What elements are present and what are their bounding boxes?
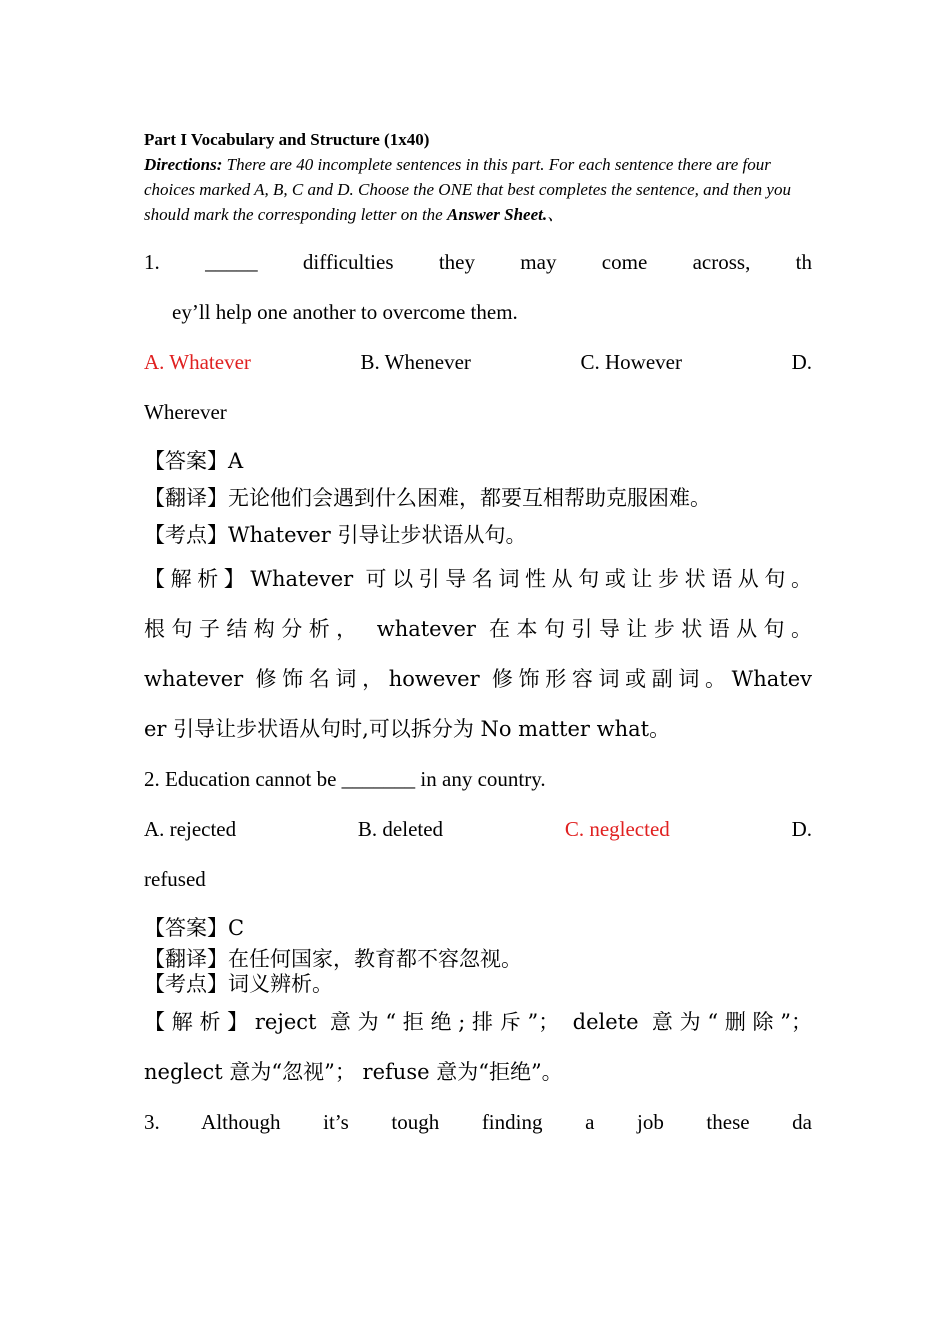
q1-stem-line1: 1. _____ difficulties they may come across, th	[144, 250, 812, 274]
q2-stem: 2. Education cannot be _______ in any country.	[144, 767, 546, 791]
q1-analysis-line3: whatever 修饰名词，however 修饰形容词或副词。Whatev	[144, 667, 812, 691]
q1-option-c: C. However	[580, 350, 682, 374]
q1-translation: 【翻译】无论他们会遇到什么困难，都要互相帮助克服困难。	[144, 486, 711, 510]
q2-answer: 【答案】C	[144, 916, 245, 940]
q2-analysis-line1: 【解析】reject 意为“拒绝;排斥”； delete 意为“删除”；	[144, 1010, 812, 1034]
q2-translation: 【翻译】在任何国家，教育都不容忽视。	[144, 947, 522, 971]
document-body	[144, 124, 812, 1147]
part-title: Part I Vocabulary and Structure (1x40)	[144, 130, 430, 149]
q2-analysis-line2: neglect 意为“忽视”； refuse 意为“拒绝”。	[144, 1060, 563, 1084]
q3-stem: 3. Although it’s tough finding a job these da	[144, 1110, 812, 1134]
q2-option-a: A. rejected	[144, 817, 237, 841]
q1-point: 【考点】Whatever 引导让步状语从句。	[144, 523, 527, 547]
q1-options	[144, 337, 812, 387]
directions-answer-sheet: Answer Sheet.	[446, 205, 548, 224]
q1-analysis-line2: 根句子结构分析， whatever 在本句引导让步状语从句。	[144, 617, 812, 641]
directions-text: There are 40 incomplete sentences in this part. For each sentence there are four choices marked A, B, C and D. Choose the ONE that best completes the sentence, and then you should mark the corresponding letter on the	[144, 155, 791, 224]
q2-option-c: C. neglected	[564, 817, 670, 841]
q2-option-d: D.	[791, 817, 812, 841]
q2-options	[144, 804, 812, 854]
q1-option-a: A. Whatever	[144, 350, 251, 374]
q1-option-d: D.	[791, 350, 812, 374]
directions-label: Directions:	[144, 155, 223, 174]
q1-answer: 【答案】A	[144, 449, 244, 473]
q1-analysis-line4: er 引导让步状语从句时,可以拆分为 No matter what。	[144, 717, 671, 741]
q2-option-d-text: refused	[144, 867, 206, 891]
q2-option-b: B. deleted	[357, 817, 444, 841]
q1-analysis-line1: 【解析】Whatever 可以引导名词性从句或让步状语从句。	[144, 567, 812, 591]
q1-option-b: B. Whenever	[360, 350, 471, 374]
q1-option-d-text: Wherever	[144, 400, 227, 424]
q1-stem-line2: ey’ll help one another to overcome them.	[172, 300, 518, 324]
directions	[144, 152, 812, 227]
q2-point: 【考点】词义辨析。	[144, 972, 333, 996]
directions-end: 、	[547, 205, 565, 224]
